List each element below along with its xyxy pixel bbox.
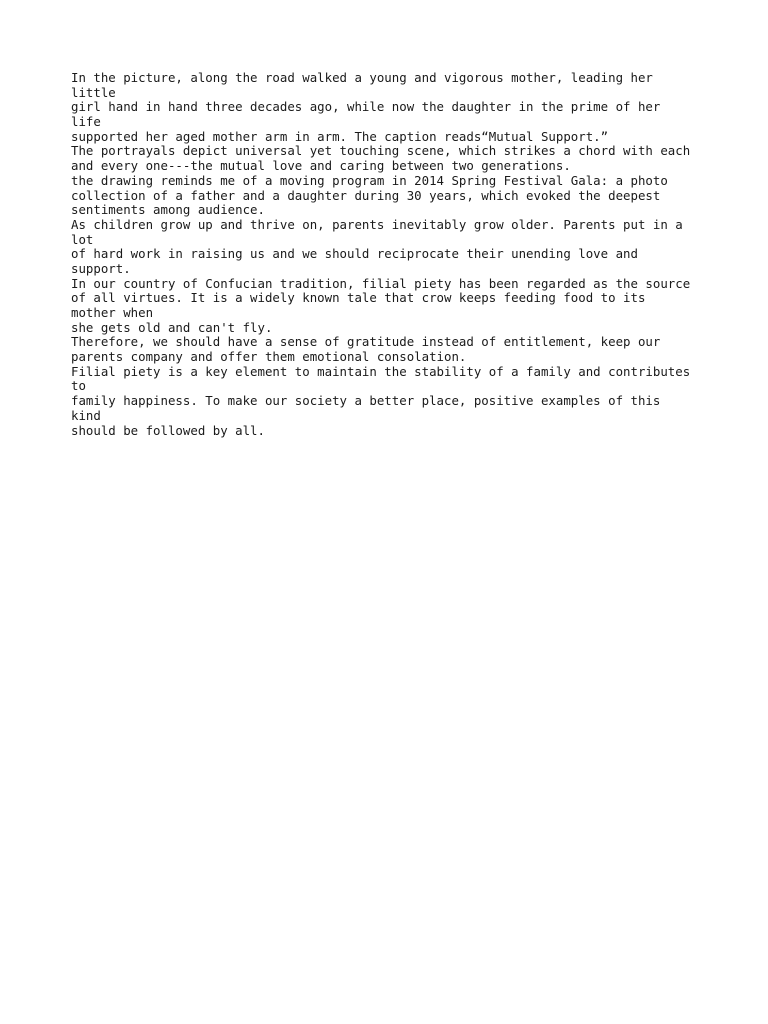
text-line: family happiness. To make our society a better place, positive examples of this <box>71 393 661 409</box>
text-line: life <box>71 114 101 130</box>
text-line: The portrayals depict universal yet touching scene, which strikes a chord with each <box>71 143 691 159</box>
text-line: lot <box>71 231 94 247</box>
text-line: to <box>71 378 86 394</box>
text-line: In the picture, along the road walked a young and vigorous mother, leading her <box>71 70 653 85</box>
text-line: supported her aged mother arm in arm. The caption reads“Mutual Support.” <box>71 128 609 144</box>
document-body <box>71 71 711 438</box>
text-line: Filial piety is a key element to maintain the stability of a family and contributes <box>71 363 691 379</box>
text-line: support. <box>71 260 131 276</box>
text-line: kind <box>71 407 101 423</box>
text-line: As children grow up and thrive on, parents inevitably grow older. Parents put in a <box>71 216 683 232</box>
text-line: parents company and offer them emotional consolation. <box>71 349 467 365</box>
text-line: and every one---the mutual love and caring between two generations. <box>71 158 571 174</box>
text-line: mother when <box>71 305 154 320</box>
text-line: Therefore, we should have a sense of gratitude instead of entitlement, keep our <box>71 334 661 350</box>
text-line: should be followed by all. <box>71 422 265 438</box>
text-line: the drawing reminds me of a moving program in 2014 Spring Festival Gala: a photo <box>71 172 668 188</box>
text-line: of all virtues. It is a widely known tale that crow keeps feeding food to its <box>71 290 646 306</box>
text-line: of hard work in raising us and we should reciprocate their unending love and <box>71 246 638 262</box>
text-line: sentiments among audience. <box>71 202 265 218</box>
text-line: In our country of Confucian tradition, filial piety has been regarded as the source <box>71 275 691 291</box>
text-line: girl hand in hand three decades ago, while now the daughter in the prime of her <box>71 99 661 115</box>
text-line: she gets old and can't fly. <box>71 319 273 335</box>
text-line: little <box>71 84 116 100</box>
text-line: collection of a father and a daughter during 30 years, which evoked the deepest <box>71 187 661 203</box>
